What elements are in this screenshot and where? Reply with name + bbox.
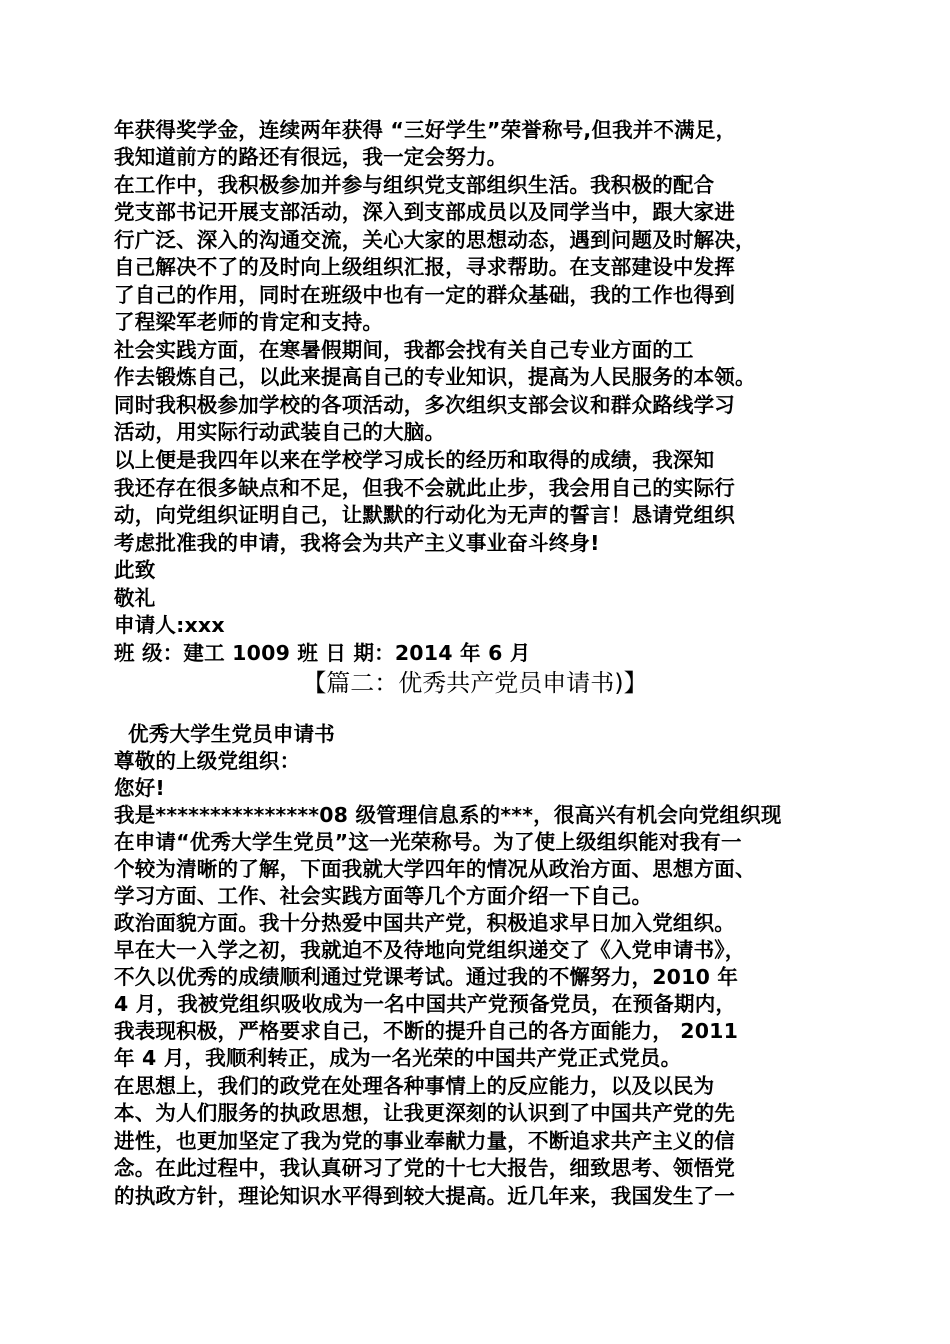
salutation-line: 敬礼 — [114, 586, 156, 610]
text-line: 您好! — [114, 776, 165, 800]
text-line: 学习方面、工作、社会实践方面等几个方面介绍一下自己。 — [114, 884, 653, 908]
class-date-line: 班 级：建工 1009 班 日 期：2014 年 6 月 — [114, 641, 531, 665]
section-heading: 【篇二：优秀共产党员申请书)】 — [302, 669, 648, 697]
text-line: 了自己的作用，同时在班级中也有一定的群众基础，我的工作也得到 — [114, 283, 735, 307]
text-line: 在工作中，我积极参加并参与组织党支部组织生活。我积极的配合 — [114, 173, 715, 197]
text-line: 考虑批准我的申请，我将会为共产主义事业奋斗终身! — [114, 531, 600, 555]
text-line: 以上便是我四年以来在学校学习成长的经历和取得的成绩，我深知 — [114, 448, 715, 472]
text-line: 早在大一入学之初，我就迫不及待地向党组织递交了《入党申请书》， — [114, 938, 746, 962]
text-line: 的执政方针，理论知识水平得到较大提高。近几年来，我国发生了一 — [114, 1184, 735, 1208]
document-title: 优秀大学生党员申请书 — [128, 722, 335, 746]
text-line: 活动，用实际行动武装自己的大脑。 — [114, 420, 446, 444]
text-line: 我还存在很多缺点和不足，但我不会就此止步，我会用自己的实际行 — [114, 476, 735, 500]
text-line: 同时我积极参加学校的各项活动，多次组织支部会议和群众路线学习 — [114, 393, 735, 417]
text-line: 进性，也更加坚定了我为党的事业奉献力量，不断追求共产主义的信 — [114, 1129, 735, 1153]
salutation-line: 此致 — [114, 558, 156, 582]
applicant-line: 申请人:xxx — [114, 613, 225, 637]
text-line: 作去锻炼自己，以此来提高自己的专业知识，提高为人民服务的本领。 — [114, 365, 756, 389]
text-line: 不久以优秀的成绩顺利通过党课考试。通过我的不懈努力，2010 年 — [114, 965, 739, 989]
text-line: 我表现积极，严格要求自己，不断的提升自己的各方面能力， 2011 — [114, 1019, 739, 1043]
text-line: 政治面貌方面。我十分热爱中国共产党，积极追求早日加入党组织。 — [114, 911, 735, 935]
text-line: 我知道前方的路还有很远，我一定会努力。 — [114, 145, 508, 169]
text-line: 尊敬的上级党组织： — [114, 749, 301, 773]
text-line: 行广泛、深入的沟通交流，关心大家的思想动态，遇到问题及时解决， — [114, 228, 756, 252]
text-line: 年 4 月，我顺利转正，成为一名光荣的中国共产党正式党员。 — [114, 1046, 682, 1070]
text-line: 我是***************08 级管理信息系的***，很高兴有机会向党组织现 — [114, 803, 782, 827]
text-line: 动，向党组织证明自己，让默默的行动化为无声的誓言！恳请党组织 — [114, 503, 735, 527]
text-line: 社会实践方面，在寒暑假期间，我都会找有关自己专业方面的工 — [114, 338, 694, 362]
text-line: 4 月，我被党组织吸收成为一名中国共产党预备党员，在预备期内， — [114, 992, 737, 1016]
text-line: 年获得奖学金，连续两年获得 “三好学生”荣誉称号,但我并不满足， — [114, 118, 737, 142]
text-line: 个较为清晰的了解，下面我就大学四年的情况从政治方面、思想方面、 — [114, 857, 756, 881]
text-line: 念。在此过程中，我认真研习了党的十七大报告，细致思考、领悟党 — [114, 1156, 735, 1180]
text-line: 在申请“优秀大学生党员”这一光荣称号。为了使上级组织能对我有一 — [114, 830, 742, 854]
text-line: 在思想上，我们的政党在处理各种事情上的反应能力，以及以民为 — [114, 1074, 715, 1098]
text-line: 党支部书记开展支部活动，深入到支部成员以及同学当中，跟大家进 — [114, 200, 735, 224]
text-line: 了程梁军老师的肯定和支持。 — [114, 310, 384, 334]
text-line: 本、为人们服务的执政思想，让我更深刻的认识到了中国共产党的先 — [114, 1101, 735, 1125]
text-line: 自己解决不了的及时向上级组织汇报，寻求帮助。在支部建设中发挥 — [114, 255, 735, 279]
